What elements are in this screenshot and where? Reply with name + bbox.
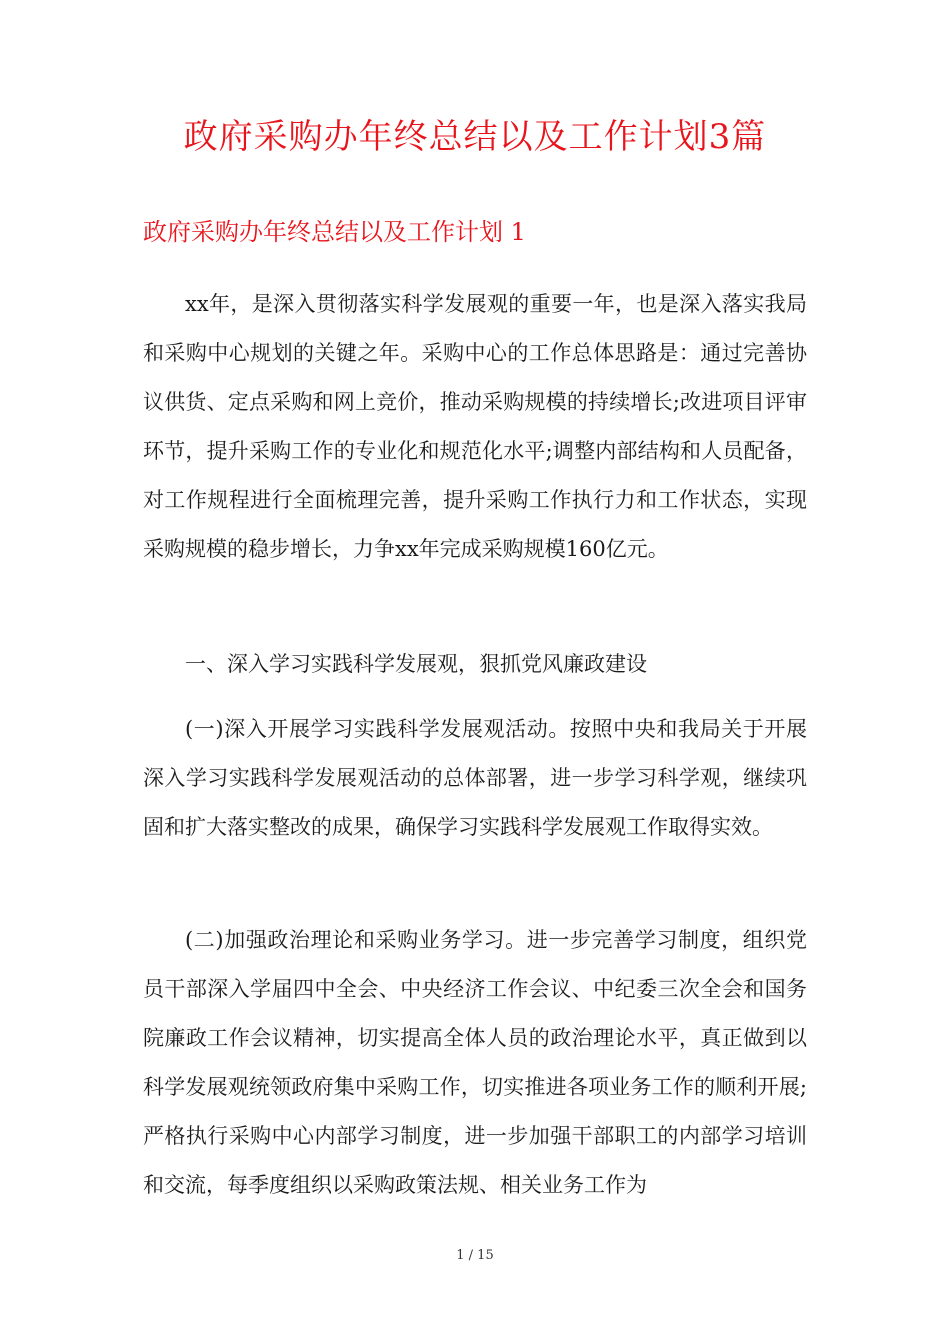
paragraph-intro: xx年，是深入贯彻落实科学发展观的重要一年，也是深入落实我局和采购中心规划的关键之年。采购中心的工作总体思路是：通过完善协议供货、定点采购和网上竞价，推动采购规模的持续增长;改进项目评审环节，提升采购工作的专业化和规范化水平;调整内部结构和人员配备，对工作规程进行全面梳理完善，提升采购工作执行力和工作状态，实现采购规模的稳步增长，力争xx年完成采购规模160亿元。 [143,292,807,561]
page-number: 1 / 15 [456,1248,494,1263]
paragraph-item-one: (一)深入开展学习实践科学发展观活动。按照中央和我局关于开展深入学习实践科学发展观活动的总体部署，进一步学习科学观，继续巩固和扩大落实整改的成果，确保学习实践科学发展观工作取得实效。 [143,717,807,839]
paragraph-item-two: (二)加强政治理论和采购业务学习。进一步完善学习制度，组织党员干部深入学届四中全会、中央经济工作会议、中纪委三次全会和国务院廉政工作会议精神，切实提高全体人员的政治理论水平，真正做到以科学发展观统领政府集中采购工作，切实推进各项业务工作的顺利开展;严格执行采购中心内部学习制度，进一步加强干部职工的内部学习培训和交流，每季度组织以采购政策法规、相关业务工作为 [143,928,807,1197]
document-title: 政府采购办年终总结以及工作计划3篇 [183,117,767,157]
section-title: 政府采购办年终总结以及工作计划 1 [143,218,526,246]
paragraph-heading-one: 一、深入学习实践科学发展观，狠抓党风廉政建设 [185,652,647,676]
